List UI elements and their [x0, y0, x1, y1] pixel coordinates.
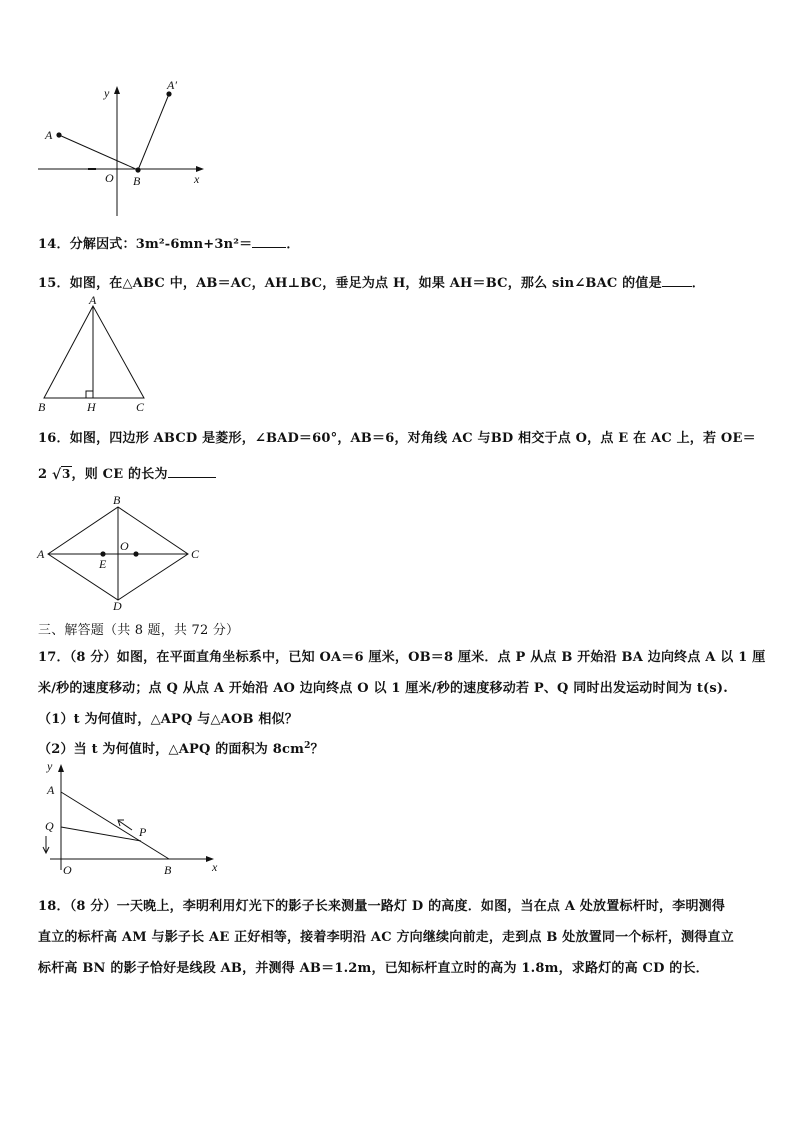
question-18-line1 [38, 895, 725, 914]
question-17-sub1 [38, 708, 298, 727]
label-C: C [191, 547, 200, 561]
segment-BA-prime [138, 94, 169, 170]
label-D: D [113, 599, 122, 613]
label-x: x [212, 860, 218, 874]
label-A: A [47, 783, 55, 797]
label-O: O [63, 863, 72, 877]
point-A [56, 132, 61, 137]
point-A-prime [166, 91, 171, 96]
triangle-ABC [44, 306, 144, 398]
label-B: B [164, 863, 172, 877]
question-17-line2 [38, 677, 728, 696]
segment-AB [61, 792, 169, 859]
label-A: A [45, 128, 53, 142]
point-marker [133, 551, 138, 556]
answer-blank [662, 274, 692, 287]
answer-blank [252, 235, 286, 248]
question-17-line1 [38, 646, 765, 665]
question-tail: ． [691, 276, 705, 291]
question-text: 如图，四边形 ABCD 是菱形，∠BAD＝60°，AB＝6，对角线 AC 与BD 相交于点 O，点 E 在 AC 上，若 OE＝ [69, 431, 756, 446]
square-root [52, 467, 72, 482]
section-heading [38, 619, 239, 638]
sub-question-2: （2）当 t 为何值时，△APQ 的面积为 8cm [38, 742, 305, 757]
question-text: （8 分）一天晚上，李明利用灯光下的影子长来测量一路灯 D 的高度．如图，当在点 A 处放置标杆时，李明测得 [69, 899, 726, 914]
question-text: 直立的标杆高 AM 与影子长 AE 正好相等，接着李明沿 AC 方向继续向前走，走到点 B 处放置同一个标杆，测得直立 [38, 930, 734, 945]
answer-blank [168, 465, 216, 478]
figure-q17 [36, 756, 226, 880]
point-E [100, 551, 105, 556]
radicand: 3 [61, 467, 71, 481]
question-number: 14． [38, 237, 70, 252]
y-axis-arrow [58, 764, 64, 772]
question-number: 15． [38, 276, 70, 291]
label-O: O [105, 171, 114, 185]
question-text: 如图，在△ABC 中，AB＝AC，AH⊥BC，垂足为点 H，如果 AH＝BC，那么 sin∠BAC 的值是 [69, 276, 662, 291]
question-text: 分解因式：3m²-6mn+3n²＝ [69, 237, 253, 252]
question-16-line1 [38, 427, 756, 446]
label-B: B [38, 400, 46, 414]
label-A: A [89, 293, 97, 307]
sub-question-1: （1）t 为何值时，△APQ 与△AOB 相似？ [38, 712, 299, 727]
label-C: C [136, 400, 145, 414]
label-A-prime: A′ [167, 78, 177, 92]
label-E: E [99, 557, 107, 571]
right-angle-mark [86, 391, 93, 398]
question-text: 米/秒的速度移动；点 Q 从点 A 开始沿 AO 边向终点 O 以 1 厘米/秒的速度移动若 P、Q 同时出发运动时间为 t(s). [38, 681, 728, 696]
label-O: O [120, 539, 129, 553]
label-P: P [139, 825, 147, 839]
figure-q15 [36, 294, 156, 416]
label-y: y [104, 86, 110, 100]
question-17-sub2 [38, 738, 324, 757]
label-B: B [133, 174, 141, 188]
radical-sign: √ [51, 467, 62, 483]
label-y: y [47, 759, 53, 773]
segment-AB [59, 135, 138, 170]
figure-q13 [36, 78, 216, 220]
question-text: 标杆高 BN 的影子恰好是线段 AB，并测得 AB＝1.2m，已知标杆直立时的高为 1.8m，求路灯的高 CD 的长． [38, 961, 709, 976]
point-B [135, 167, 140, 172]
question-18-line3 [38, 957, 709, 976]
label-A: A [37, 547, 45, 561]
question-number: 17． [38, 650, 70, 665]
question-text: ，则 CE 的长为 [71, 467, 168, 482]
question-18-line2 [38, 926, 734, 945]
label-x: x [194, 172, 200, 186]
question-15 [38, 272, 705, 291]
section-title: 三、解答题（共 8 题，共 72 分） [38, 623, 240, 638]
question-tail: ． [286, 237, 300, 252]
label-Q: Q [45, 819, 54, 833]
label-B: B [113, 493, 121, 507]
question-16-line2 [38, 463, 216, 482]
superscript: 2 [304, 741, 311, 751]
question-number: 18． [38, 899, 70, 914]
sub-question-2-end: ？ [310, 742, 324, 757]
figure-q16 [36, 494, 206, 612]
question-14 [38, 233, 300, 252]
question-text: （8 分）如图，在平面直角坐标系中，已知 OA＝6 厘米，OB＝8 厘米．点 P 从点 B 开始沿 BA 边向终点 A 以 1 厘 [69, 650, 766, 665]
motion-arrowhead-P [118, 820, 124, 826]
coefficient: 2 [38, 467, 48, 482]
question-number: 16． [38, 431, 70, 446]
y-axis-arrow [114, 86, 120, 94]
label-H: H [87, 400, 96, 414]
